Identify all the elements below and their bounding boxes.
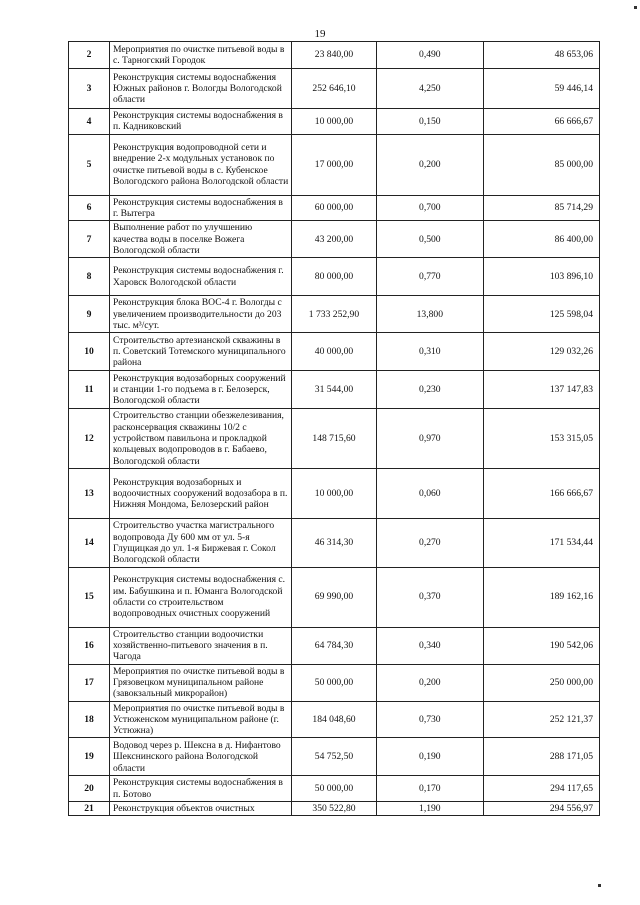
project-description: Реконструкция системы водоснабжения в п. Кадниковский bbox=[110, 109, 292, 135]
specific-cost: 288 171,05 bbox=[484, 738, 600, 776]
project-capacity: 0,150 bbox=[376, 109, 484, 135]
project-description: Строительство станции водоочистки хозяйственно-питьевого значения в п. Чагода bbox=[110, 627, 292, 664]
table-row bbox=[69, 627, 600, 664]
project-cost: 50 000,00 bbox=[292, 664, 376, 701]
project-capacity: 0,060 bbox=[376, 469, 484, 519]
project-cost: 31 544,00 bbox=[292, 371, 376, 409]
project-description: Реконструкция объектов очистных bbox=[110, 802, 292, 816]
table-row bbox=[69, 664, 600, 701]
row-number: 11 bbox=[69, 371, 110, 409]
specific-cost: 190 542,06 bbox=[484, 627, 600, 664]
project-description: Реконструкция системы водоснабжения в п. Ботово bbox=[110, 776, 292, 802]
project-description: Мероприятия по очистке питьевой воды в Грязовецком муниципальном районе (завокзальный микрорайон) bbox=[110, 664, 292, 701]
row-number: 12 bbox=[69, 409, 110, 469]
project-cost: 23 840,00 bbox=[292, 42, 376, 69]
project-description: Мероприятия по очистке питьевой воды в с. Тарногский Городок bbox=[110, 42, 292, 69]
project-cost: 350 522,80 bbox=[292, 802, 376, 816]
project-capacity: 0,700 bbox=[376, 195, 484, 221]
project-capacity: 0,970 bbox=[376, 409, 484, 469]
row-number: 20 bbox=[69, 776, 110, 802]
table-row bbox=[69, 296, 600, 333]
project-capacity: 0,190 bbox=[376, 738, 484, 776]
project-capacity: 0,730 bbox=[376, 701, 484, 738]
project-cost: 10 000,00 bbox=[292, 469, 376, 519]
project-cost: 184 048,60 bbox=[292, 701, 376, 738]
row-number: 5 bbox=[69, 134, 110, 195]
row-number: 6 bbox=[69, 195, 110, 221]
row-number: 2 bbox=[69, 42, 110, 69]
row-number: 13 bbox=[69, 469, 110, 519]
project-capacity: 0,370 bbox=[376, 567, 484, 627]
specific-cost: 252 121,37 bbox=[484, 701, 600, 738]
specific-cost: 189 162,16 bbox=[484, 567, 600, 627]
project-description: Реконструкция водозаборных и водоочистных сооружений водозабора в п. Нижняя Мондома, Белозерский район bbox=[110, 469, 292, 519]
row-number: 19 bbox=[69, 738, 110, 776]
table-row bbox=[69, 109, 600, 135]
table-row bbox=[69, 258, 600, 296]
table-row bbox=[69, 371, 600, 409]
page-number: 19 bbox=[314, 28, 326, 40]
specific-cost: 103 896,10 bbox=[484, 258, 600, 296]
table-row bbox=[69, 701, 600, 738]
project-description: Строительство артезианской скважины в п. Советский Тотемского муниципального района bbox=[110, 333, 292, 371]
project-capacity: 1,190 bbox=[376, 802, 484, 816]
row-number: 17 bbox=[69, 664, 110, 701]
project-cost: 148 715,60 bbox=[292, 409, 376, 469]
project-description: Реконструкция системы водоснабжения в г. Вытегра bbox=[110, 195, 292, 221]
table-row bbox=[69, 69, 600, 109]
specific-cost: 85 714,29 bbox=[484, 195, 600, 221]
row-number: 4 bbox=[69, 109, 110, 135]
project-description: Водовод через р. Шексна в д. Нифантово Шекснинского района Вологодской области bbox=[110, 738, 292, 776]
projects-table bbox=[68, 41, 600, 816]
project-capacity: 13,800 bbox=[376, 296, 484, 333]
project-capacity: 0,200 bbox=[376, 664, 484, 701]
table-row bbox=[69, 42, 600, 69]
table-row bbox=[69, 776, 600, 802]
specific-cost: 171 534,44 bbox=[484, 519, 600, 567]
project-cost: 40 000,00 bbox=[292, 333, 376, 371]
project-cost: 69 990,00 bbox=[292, 567, 376, 627]
specific-cost: 125 598,04 bbox=[484, 296, 600, 333]
project-capacity: 4,250 bbox=[376, 69, 484, 109]
project-description: Реконструкция блока ВОС-4 г. Вологды с увеличением производительности до 203 тыс. м³/сут. bbox=[110, 296, 292, 333]
specific-cost: 48 653,06 bbox=[484, 42, 600, 69]
row-number: 7 bbox=[69, 221, 110, 258]
project-description: Реконструкция водозаборных сооружений и станции 1-го подъема в г. Белозерск, Вологодской области bbox=[110, 371, 292, 409]
project-description: Реконструкция водопроводной сети и внедрение 2-х модульных установок по очистке питьевой воды в с. Кубенское Вологодского района Вологодской области bbox=[110, 134, 292, 195]
project-cost: 46 314,30 bbox=[292, 519, 376, 567]
project-description: Выполнение работ по улучшению качества воды в поселке Вожега Вологодской области bbox=[110, 221, 292, 258]
project-cost: 17 000,00 bbox=[292, 134, 376, 195]
project-cost: 60 000,00 bbox=[292, 195, 376, 221]
project-capacity: 0,170 bbox=[376, 776, 484, 802]
project-capacity: 0,500 bbox=[376, 221, 484, 258]
table-row bbox=[69, 195, 600, 221]
project-cost: 43 200,00 bbox=[292, 221, 376, 258]
table-row bbox=[69, 469, 600, 519]
project-capacity: 0,490 bbox=[376, 42, 484, 69]
project-description: Реконструкция системы водоснабжения г. Харовск Вологодской области bbox=[110, 258, 292, 296]
project-description: Реконструкция системы водоснабжения с. им. Бабушкина и п. Юманга Вологодской области со строительством водопроводных очистных сооружений bbox=[110, 567, 292, 627]
project-capacity: 0,310 bbox=[376, 333, 484, 371]
specific-cost: 153 315,05 bbox=[484, 409, 600, 469]
project-capacity: 0,200 bbox=[376, 134, 484, 195]
project-cost: 64 784,30 bbox=[292, 627, 376, 664]
row-number: 21 bbox=[69, 802, 110, 816]
row-number: 15 bbox=[69, 567, 110, 627]
table-row bbox=[69, 738, 600, 776]
specific-cost: 294 117,65 bbox=[484, 776, 600, 802]
specific-cost: 86 400,00 bbox=[484, 221, 600, 258]
specific-cost: 59 446,14 bbox=[484, 69, 600, 109]
project-description: Реконструкция системы водоснабжения Южных районов г. Вологды Вологодской области bbox=[110, 69, 292, 109]
row-number: 3 bbox=[69, 69, 110, 109]
project-cost: 1 733 252,90 bbox=[292, 296, 376, 333]
project-capacity: 0,230 bbox=[376, 371, 484, 409]
row-number: 14 bbox=[69, 519, 110, 567]
table-row bbox=[69, 567, 600, 627]
project-cost: 54 752,50 bbox=[292, 738, 376, 776]
table-row bbox=[69, 333, 600, 371]
table-row bbox=[69, 409, 600, 469]
scan-speck-bottom bbox=[598, 884, 601, 887]
specific-cost: 129 032,26 bbox=[484, 333, 600, 371]
specific-cost: 137 147,83 bbox=[484, 371, 600, 409]
table-row bbox=[69, 802, 600, 816]
specific-cost: 166 666,67 bbox=[484, 469, 600, 519]
specific-cost: 294 556,97 bbox=[484, 802, 600, 816]
row-number: 18 bbox=[69, 701, 110, 738]
row-number: 10 bbox=[69, 333, 110, 371]
specific-cost: 250 000,00 bbox=[484, 664, 600, 701]
row-number: 8 bbox=[69, 258, 110, 296]
project-cost: 10 000,00 bbox=[292, 109, 376, 135]
row-number: 9 bbox=[69, 296, 110, 333]
table-row bbox=[69, 134, 600, 195]
project-capacity: 0,270 bbox=[376, 519, 484, 567]
project-cost: 50 000,00 bbox=[292, 776, 376, 802]
project-description: Мероприятия по очистке питьевой воды в Устюженском муниципальном районе (г. Устюжна) bbox=[110, 701, 292, 738]
project-cost: 252 646,10 bbox=[292, 69, 376, 109]
project-capacity: 0,770 bbox=[376, 258, 484, 296]
row-number: 16 bbox=[69, 627, 110, 664]
table-row bbox=[69, 519, 600, 567]
project-description: Строительство станции обезжелезивания, расконсервация скважины 10/2 с устройством павильона и прокладкой кольцевых водопроводов в г. Бабаево, Вологодской области bbox=[110, 409, 292, 469]
project-capacity: 0,340 bbox=[376, 627, 484, 664]
table-row bbox=[69, 221, 600, 258]
project-cost: 80 000,00 bbox=[292, 258, 376, 296]
scan-speck-top bbox=[634, 6, 637, 9]
project-description: Строительство участка магистрального водопровода Ду 600 мм от ул. 5-я Глущицкая до ул. 1-я Биржевая г. Сокол Вологодской области bbox=[110, 519, 292, 567]
specific-cost: 66 666,67 bbox=[484, 109, 600, 135]
specific-cost: 85 000,00 bbox=[484, 134, 600, 195]
